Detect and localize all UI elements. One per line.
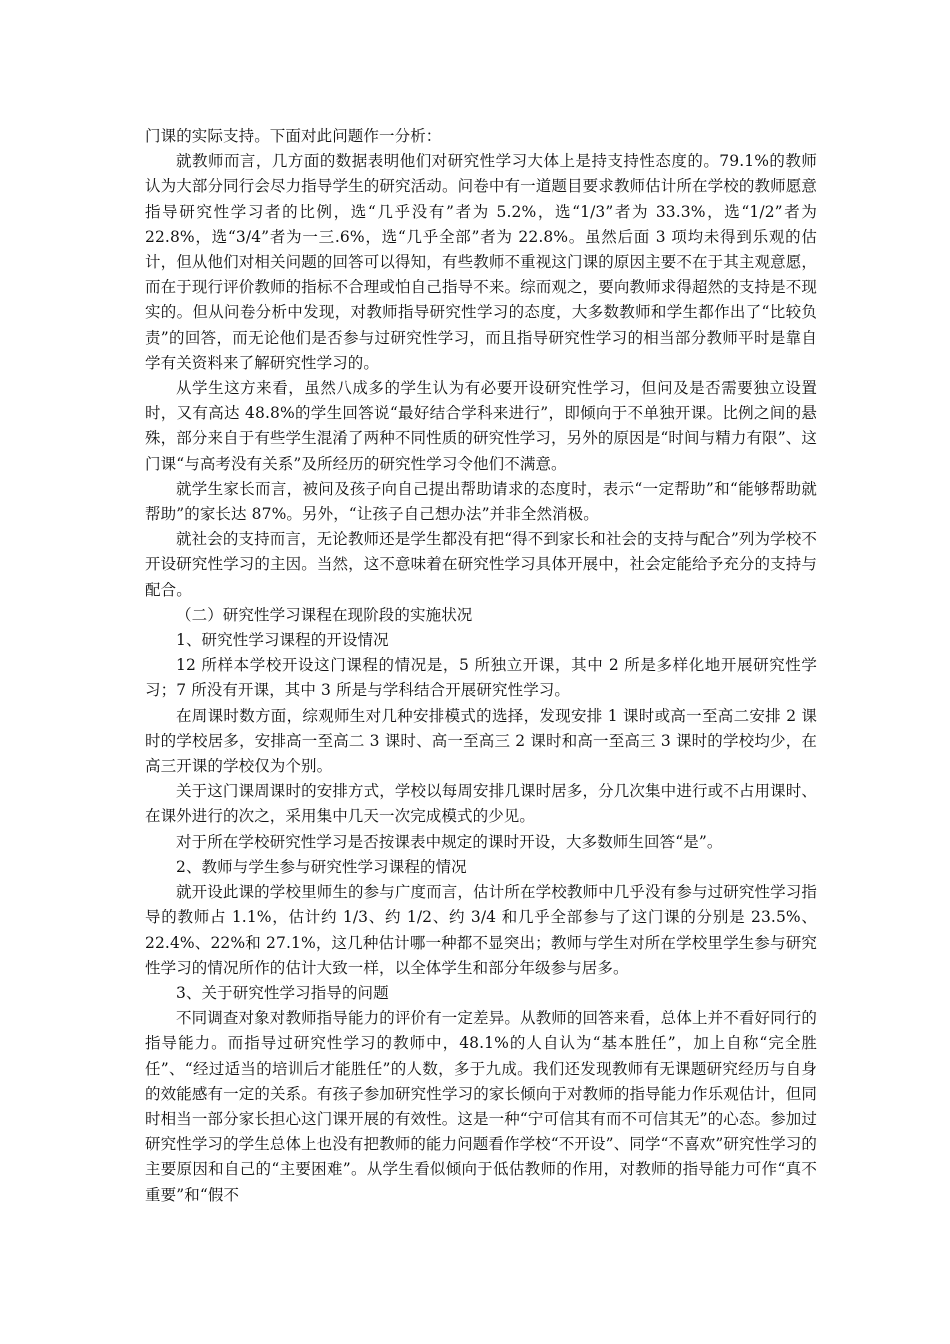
subheading-course-offering: 1、研究性学习课程的开设情况 <box>176 631 389 650</box>
paragraph-student-view: 从学生这方来看，虽然八成多的学生认为有必要开设研究性学习，但问及是否需要独立设置时，又有高达 48.8%的学生回答说“最好结合学科来进行”，即倾向于不单独开课。比例之间的悬殊，部分来自于有些学生混淆了两种不同性质的研究性学习，另外的原因是“时间与精力有限”、这门课“与高考没有关系”及所经历的研究性学习令他们不满意。 <box>145 379 817 473</box>
paragraph-continuation: 门课的实际支持。下面对此问题作一分析： <box>145 127 442 145</box>
paragraph-participation-breadth: 就开设此课的学校里师生的参与广度而言，估计所在学校教师中几乎没有参与过研究性学习指导的教师占 1.1%，估计约 1/3、约 1/2、约 3/4 和几乎全部参与了这门课的分别是 23.5%、22.4%、22%和 27.1%，这几种估计哪一种都不显突出；教师与学生对所在学校里学生参与研究性学习的情况所作的估计大致一样，以全体学生和部分年级参与居多。 <box>145 883 817 977</box>
paragraph-parent-view: 就学生家长而言，被问及孩子向自己提出帮助请求的态度时，表示“一定帮助”和“能够帮助就帮助”的家长达 87%。另外，“让孩子自己想办法”并非全然消极。 <box>145 479 817 524</box>
paragraph-society-support: 就社会的支持而言，无论教师还是学生都没有把“得不到家长和社会的支持与配合”列为学校不开设研究性学习的主因。当然，这不意味着在研究性学习具体开展中，社会定能给予充分的支持与配合。 <box>145 530 817 599</box>
document-body <box>145 124 817 1208</box>
paragraph-teacher-support: 就教师而言，几方面的数据表明他们对研究性学习大体上是持支持性态度的。79.1%的教师认为大部分同行会尽力指导学生的研究活动。问卷中有一道题目要求教师估计所在学校的教师愿意指导研究性学习者的比例，选“几乎没有”者为 5.2%，选“1/3”者为 33.3%，选“1/2”者为 22.8%，选“3/4”者为一三.6%，选“几乎全部”者为 22.8%。虽然后面 3 项均未得到乐观的估计，但从他们对相关问题的回答可以得知，有些教师不重视这门课的原因主要不在于其主观意愿，而在于现行评价教师的指标不合理或怕自己指导不来。综而观之，要向教师求得超然的支持是不现实的。但从问卷分析中发现，对教师指导研究性学习的态度，大多数教师和学生都作出了“比较负责”的回答，而无论他们是否参与过研究性学习，而且指导研究性学习的相当部分教师平时是靠自学有关资料来了解研究性学习的。 <box>145 152 817 372</box>
subheading-guidance: 3、关于研究性学习指导的问题 <box>176 983 389 1002</box>
paragraph-scheduling-method: 关于这门课周课时的安排方式，学校以每周安排几课时居多，分几次集中进行或不占用课时、在课外进行的次之，采用集中几天一次完成模式的少见。 <box>145 782 817 826</box>
section-heading-implementation: （二）研究性学习课程在现阶段的实施状况 <box>176 605 473 624</box>
paragraph-weekly-hours: 在周课时数方面，综观师生对几种安排模式的选择，发现安排 1 课时或高一至高二安排 2 课时的学校居多，安排高一至高二 3 课时、高一至高三 2 课时和高一至高三 3 课时的学校均少，在高三开课的学校仅为个别。 <box>145 706 817 776</box>
subheading-participation: 2、教师与学生参与研究性学习课程的情况 <box>176 857 467 876</box>
paragraph-guidance-ability: 不同调查对象对教师指导能力的评价有一定差异。从教师的回答来看，总体上并不看好同行的指导能力。而指导过研究性学习的教师中，48.1%的人自认为“基本胜任”，加上自称“完全胜任”、“经过适当的培训后才能胜任”的人数，多于九成。我们还发现教师有无课题研究经历与自身的效能感有一定的关系。有孩子参加研究性学习的家长倾向于对教师的指导能力作乐观估计，但同时相当一部分家长担心这门课开展的有效性。这是一种“宁可信其有而不可信其无”的心态。参加过研究性学习的学生总体上也没有把教师的能力问题看作学校“不开设”、同学“不喜欢”研究性学习的主要原因和自己的“主要困难”。从学生看似倾向于低估教师的作用，对教师的指导能力可作“真不重要”和“假不 <box>145 1009 817 1204</box>
paragraph-sample-schools: 12 所样本学校开设这门课程的情况是，5 所独立开课，其中 2 所是多样化地开展研究性学习；7 所没有开课，其中 3 所是与学科结合开展研究性学习。 <box>145 656 817 700</box>
paragraph-timetable-compliance: 对于所在学校研究性学习是否按课表中规定的课时开设，大多数师生回答“是”。 <box>176 832 723 851</box>
